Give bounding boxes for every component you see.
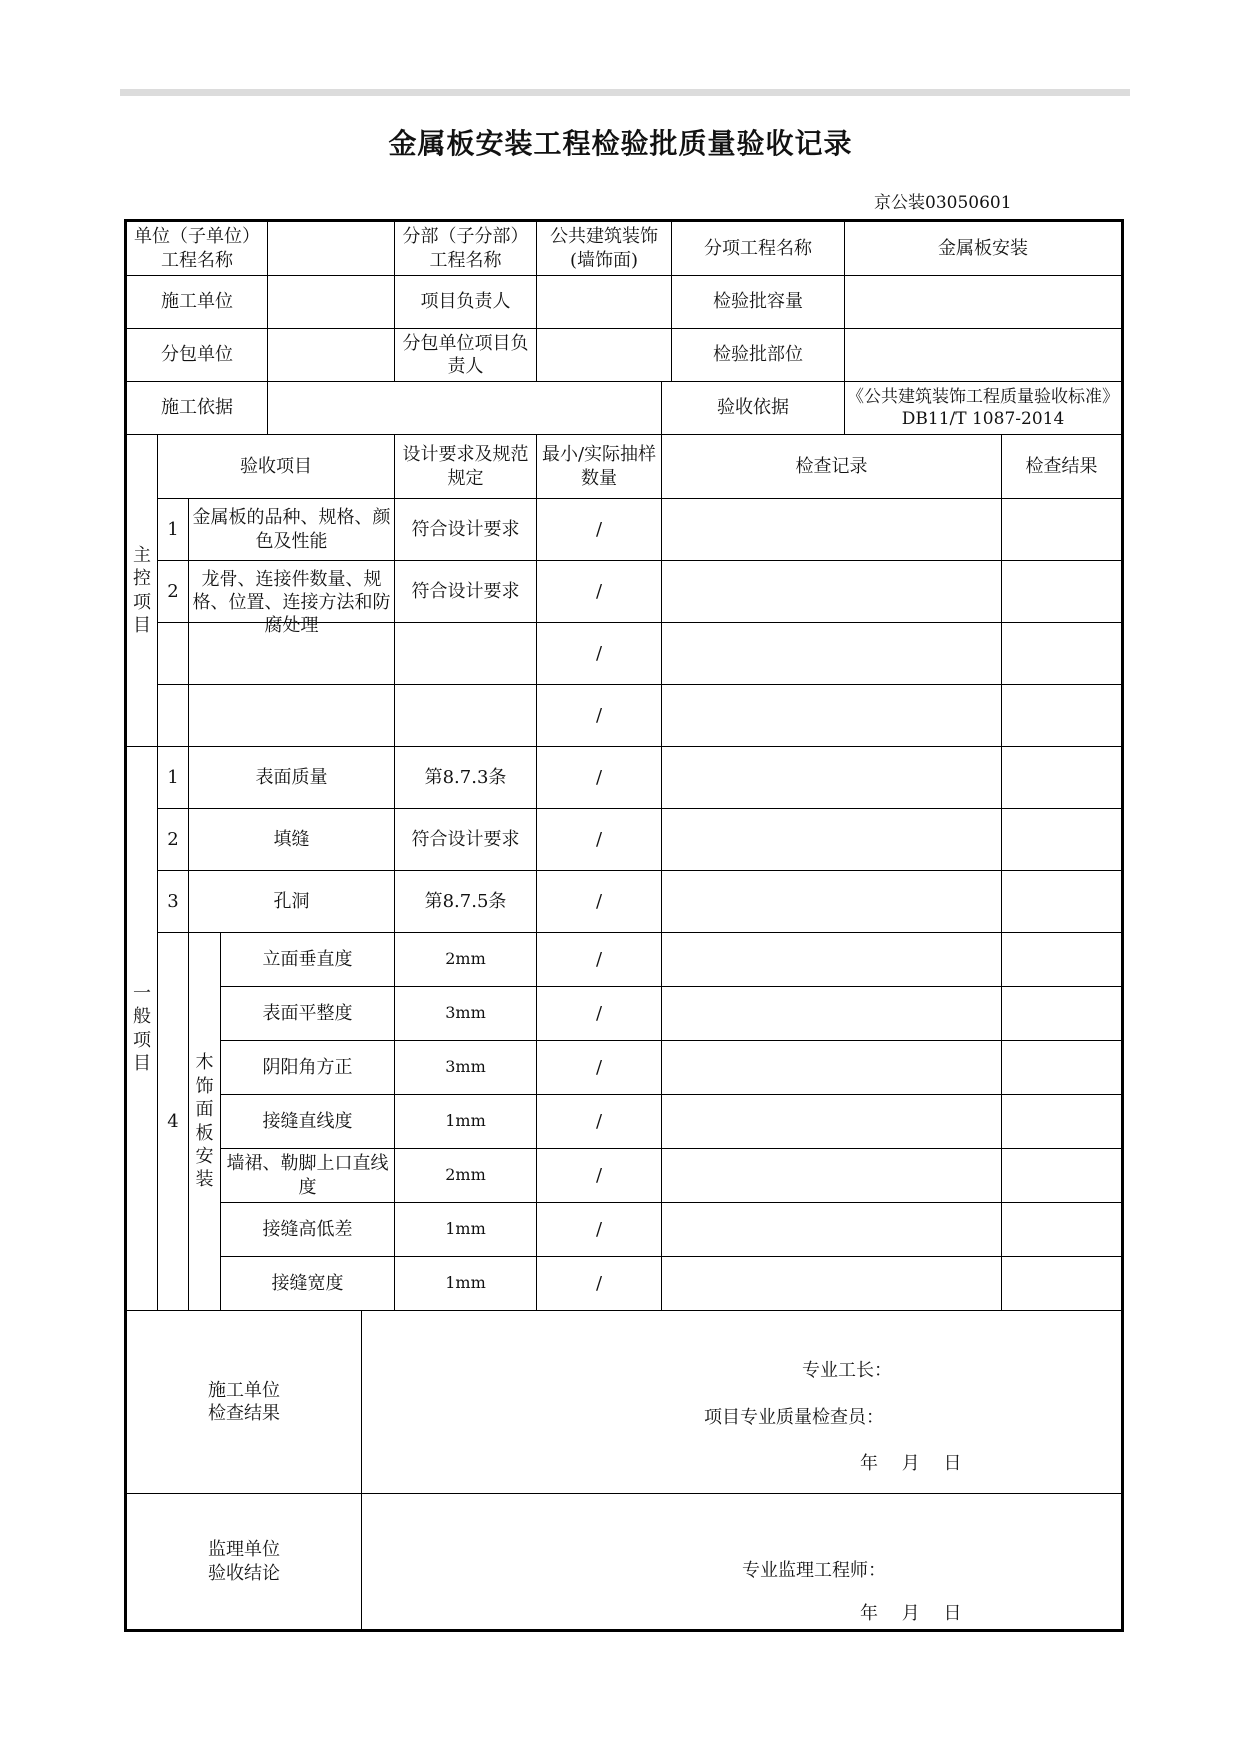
sample-value: /	[537, 987, 662, 1041]
contractor-check-label: 施工单位检查结果	[126, 1311, 362, 1494]
design-value: 3mm	[395, 987, 537, 1041]
group-number: 4	[158, 933, 189, 1311]
main-row-1	[126, 499, 1123, 561]
contractor-value[interactable]	[268, 276, 395, 329]
subitem-value[interactable]: 金属板安装	[845, 221, 1123, 276]
top-divider	[120, 89, 1130, 96]
sub-row-5	[126, 1149, 1123, 1203]
engineer-label: 专业监理工程师：	[742, 1560, 886, 1581]
item-description: 填缝	[189, 809, 395, 871]
item-number	[158, 685, 189, 747]
record-cell[interactable]	[662, 933, 1002, 987]
location-label: 检验批部位	[672, 329, 845, 382]
basis-label: 施工依据	[126, 382, 268, 435]
item-number: 2	[158, 561, 189, 623]
inspector-label: 项目专业质量检查员：	[704, 1407, 884, 1428]
result-cell[interactable]	[1002, 987, 1123, 1041]
column-header-row	[126, 435, 1123, 499]
main-row-2	[126, 561, 1123, 623]
sample-value: /	[537, 1149, 662, 1203]
result-cell[interactable]	[1002, 1095, 1123, 1149]
supervisor-sign-area[interactable]	[362, 1494, 1123, 1631]
sample-value: /	[537, 685, 662, 747]
record-cell[interactable]	[662, 809, 1002, 871]
col-result-header: 检查结果	[1002, 435, 1123, 499]
record-cell[interactable]	[662, 1257, 1002, 1311]
sub-row-4	[126, 1095, 1123, 1149]
record-cell[interactable]	[662, 499, 1002, 561]
sub-pm-label: 分包单位项目负责人	[395, 329, 537, 382]
sub-item-name: 接缝宽度	[221, 1257, 395, 1311]
item-description: 龙骨、连接件数量、规格、位置、连接方法和防腐处理	[189, 561, 395, 623]
col-item-header: 验收项目	[158, 435, 395, 499]
result-cell[interactable]	[1002, 623, 1123, 685]
acceptance-basis-value: 《公共建筑装饰工程质量验收标准》DB11/T 1087-2014	[845, 382, 1123, 435]
result-cell[interactable]	[1002, 747, 1123, 809]
sub-item-name: 接缝高低差	[221, 1203, 395, 1257]
design-value[interactable]	[395, 623, 537, 685]
general-row-2	[126, 809, 1123, 871]
sample-value: /	[537, 747, 662, 809]
item-number: 3	[158, 871, 189, 933]
subcontractor-label: 分包单位	[126, 329, 268, 382]
design-value: 符合设计要求	[395, 809, 537, 871]
general-label: 一般项目	[126, 747, 158, 1311]
main-row-4	[126, 685, 1123, 747]
general-row-1	[126, 747, 1123, 809]
general-row-3	[126, 871, 1123, 933]
item-number: 1	[158, 747, 189, 809]
sub-item-name: 墙裙、勒脚上口直线度	[221, 1149, 395, 1203]
pm-value[interactable]	[537, 276, 672, 329]
sub-item-name: 立面垂直度	[221, 933, 395, 987]
design-value: 符合设计要求	[395, 561, 537, 623]
record-cell[interactable]	[662, 1095, 1002, 1149]
sample-value: /	[537, 809, 662, 871]
sample-value: /	[537, 1203, 662, 1257]
sub-row-6	[126, 1203, 1123, 1257]
design-value: 1mm	[395, 1257, 537, 1311]
header-row-subcontractor	[126, 329, 1123, 382]
supervisor-check-label: 监理单位验收结论	[126, 1494, 362, 1631]
header-row-basis	[126, 382, 1123, 435]
pm-label: 项目负责人	[395, 276, 537, 329]
acceptance-basis-label: 验收依据	[662, 382, 845, 435]
design-value: 1mm	[395, 1203, 537, 1257]
supervisor-date: 年 月 日	[860, 1603, 962, 1624]
subcontractor-value[interactable]	[268, 329, 395, 382]
sample-value: /	[537, 871, 662, 933]
col-record-header: 检查记录	[662, 435, 1002, 499]
sub-item-name: 接缝直线度	[221, 1095, 395, 1149]
sub-item-name: 阴阳角方正	[221, 1041, 395, 1095]
design-value: 符合设计要求	[395, 499, 537, 561]
result-cell[interactable]	[1002, 685, 1123, 747]
item-description[interactable]	[189, 685, 395, 747]
result-cell[interactable]	[1002, 499, 1123, 561]
sub-row-7	[126, 1257, 1123, 1311]
design-value: 3mm	[395, 1041, 537, 1095]
sample-value: /	[537, 499, 662, 561]
unit-value[interactable]	[268, 221, 395, 276]
contractor-label: 施工单位	[126, 276, 268, 329]
col-design-header: 设计要求及规范规定	[395, 435, 537, 499]
unit-label: 单位（子单位）工程名称	[126, 221, 268, 276]
result-cell[interactable]	[1002, 1041, 1123, 1095]
result-cell[interactable]	[1002, 933, 1123, 987]
location-value[interactable]	[845, 329, 1123, 382]
item-number	[158, 623, 189, 685]
capacity-value[interactable]	[845, 276, 1123, 329]
foreman-label: 专业工长：	[802, 1360, 892, 1381]
col-sample-header: 最小/实际抽样数量	[537, 435, 662, 499]
design-value: 第8.7.5条	[395, 871, 537, 933]
division-label: 分部（子分部）工程名称	[395, 221, 537, 276]
contractor-sign-area[interactable]	[362, 1311, 1123, 1494]
sample-value: /	[537, 1041, 662, 1095]
sample-value: /	[537, 623, 662, 685]
sub-row-2	[126, 987, 1123, 1041]
design-value: 1mm	[395, 1095, 537, 1149]
sample-value: /	[537, 1095, 662, 1149]
item-number: 2	[158, 809, 189, 871]
record-cell[interactable]	[662, 1041, 1002, 1095]
subitem-label: 分项工程名称	[672, 221, 845, 276]
contractor-date: 年 月 日	[860, 1453, 962, 1474]
record-cell[interactable]	[662, 561, 1002, 623]
record-cell[interactable]	[662, 1149, 1002, 1203]
sub-row-1	[126, 933, 1123, 987]
basis-value[interactable]	[268, 382, 662, 435]
result-cell[interactable]	[1002, 561, 1123, 623]
result-cell[interactable]	[1002, 1257, 1123, 1311]
result-cell[interactable]	[1002, 1203, 1123, 1257]
item-description: 表面质量	[189, 747, 395, 809]
item-description: 孔洞	[189, 871, 395, 933]
item-description: 金属板的品种、规格、颜色及性能	[189, 499, 395, 561]
sub-pm-value[interactable]	[537, 329, 672, 382]
record-cell[interactable]	[662, 747, 1002, 809]
sample-value: /	[537, 561, 662, 623]
page-title: 金属板安装工程检验批质量验收记录	[388, 127, 853, 160]
division-value[interactable]: 公共建筑装饰(墙饰面)	[537, 221, 672, 276]
form-code: 京公装03050601	[874, 193, 1012, 213]
result-cell[interactable]	[1002, 809, 1123, 871]
record-cell[interactable]	[662, 1203, 1002, 1257]
record-cell[interactable]	[662, 685, 1002, 747]
result-cell[interactable]	[1002, 1149, 1123, 1203]
record-cell[interactable]	[662, 987, 1002, 1041]
contractor-check-row	[126, 1311, 1123, 1494]
inspection-form-table	[124, 219, 1124, 1632]
record-cell[interactable]	[662, 871, 1002, 933]
item-number: 1	[158, 499, 189, 561]
sub-item-name: 表面平整度	[221, 987, 395, 1041]
header-row-contractor	[126, 276, 1123, 329]
group-label: 木饰面板安装	[189, 933, 221, 1311]
record-cell[interactable]	[662, 623, 1002, 685]
capacity-label: 检验批容量	[672, 276, 845, 329]
sample-value: /	[537, 1257, 662, 1311]
design-value: 2mm	[395, 933, 537, 987]
sample-value: /	[537, 933, 662, 987]
design-value: 2mm	[395, 1149, 537, 1203]
supervisor-check-row	[126, 1494, 1123, 1631]
result-cell[interactable]	[1002, 871, 1123, 933]
main-control-label: 主控项目	[126, 435, 158, 747]
header-row-unit	[126, 221, 1123, 276]
design-value[interactable]	[395, 685, 537, 747]
sub-row-3	[126, 1041, 1123, 1095]
design-value: 第8.7.3条	[395, 747, 537, 809]
